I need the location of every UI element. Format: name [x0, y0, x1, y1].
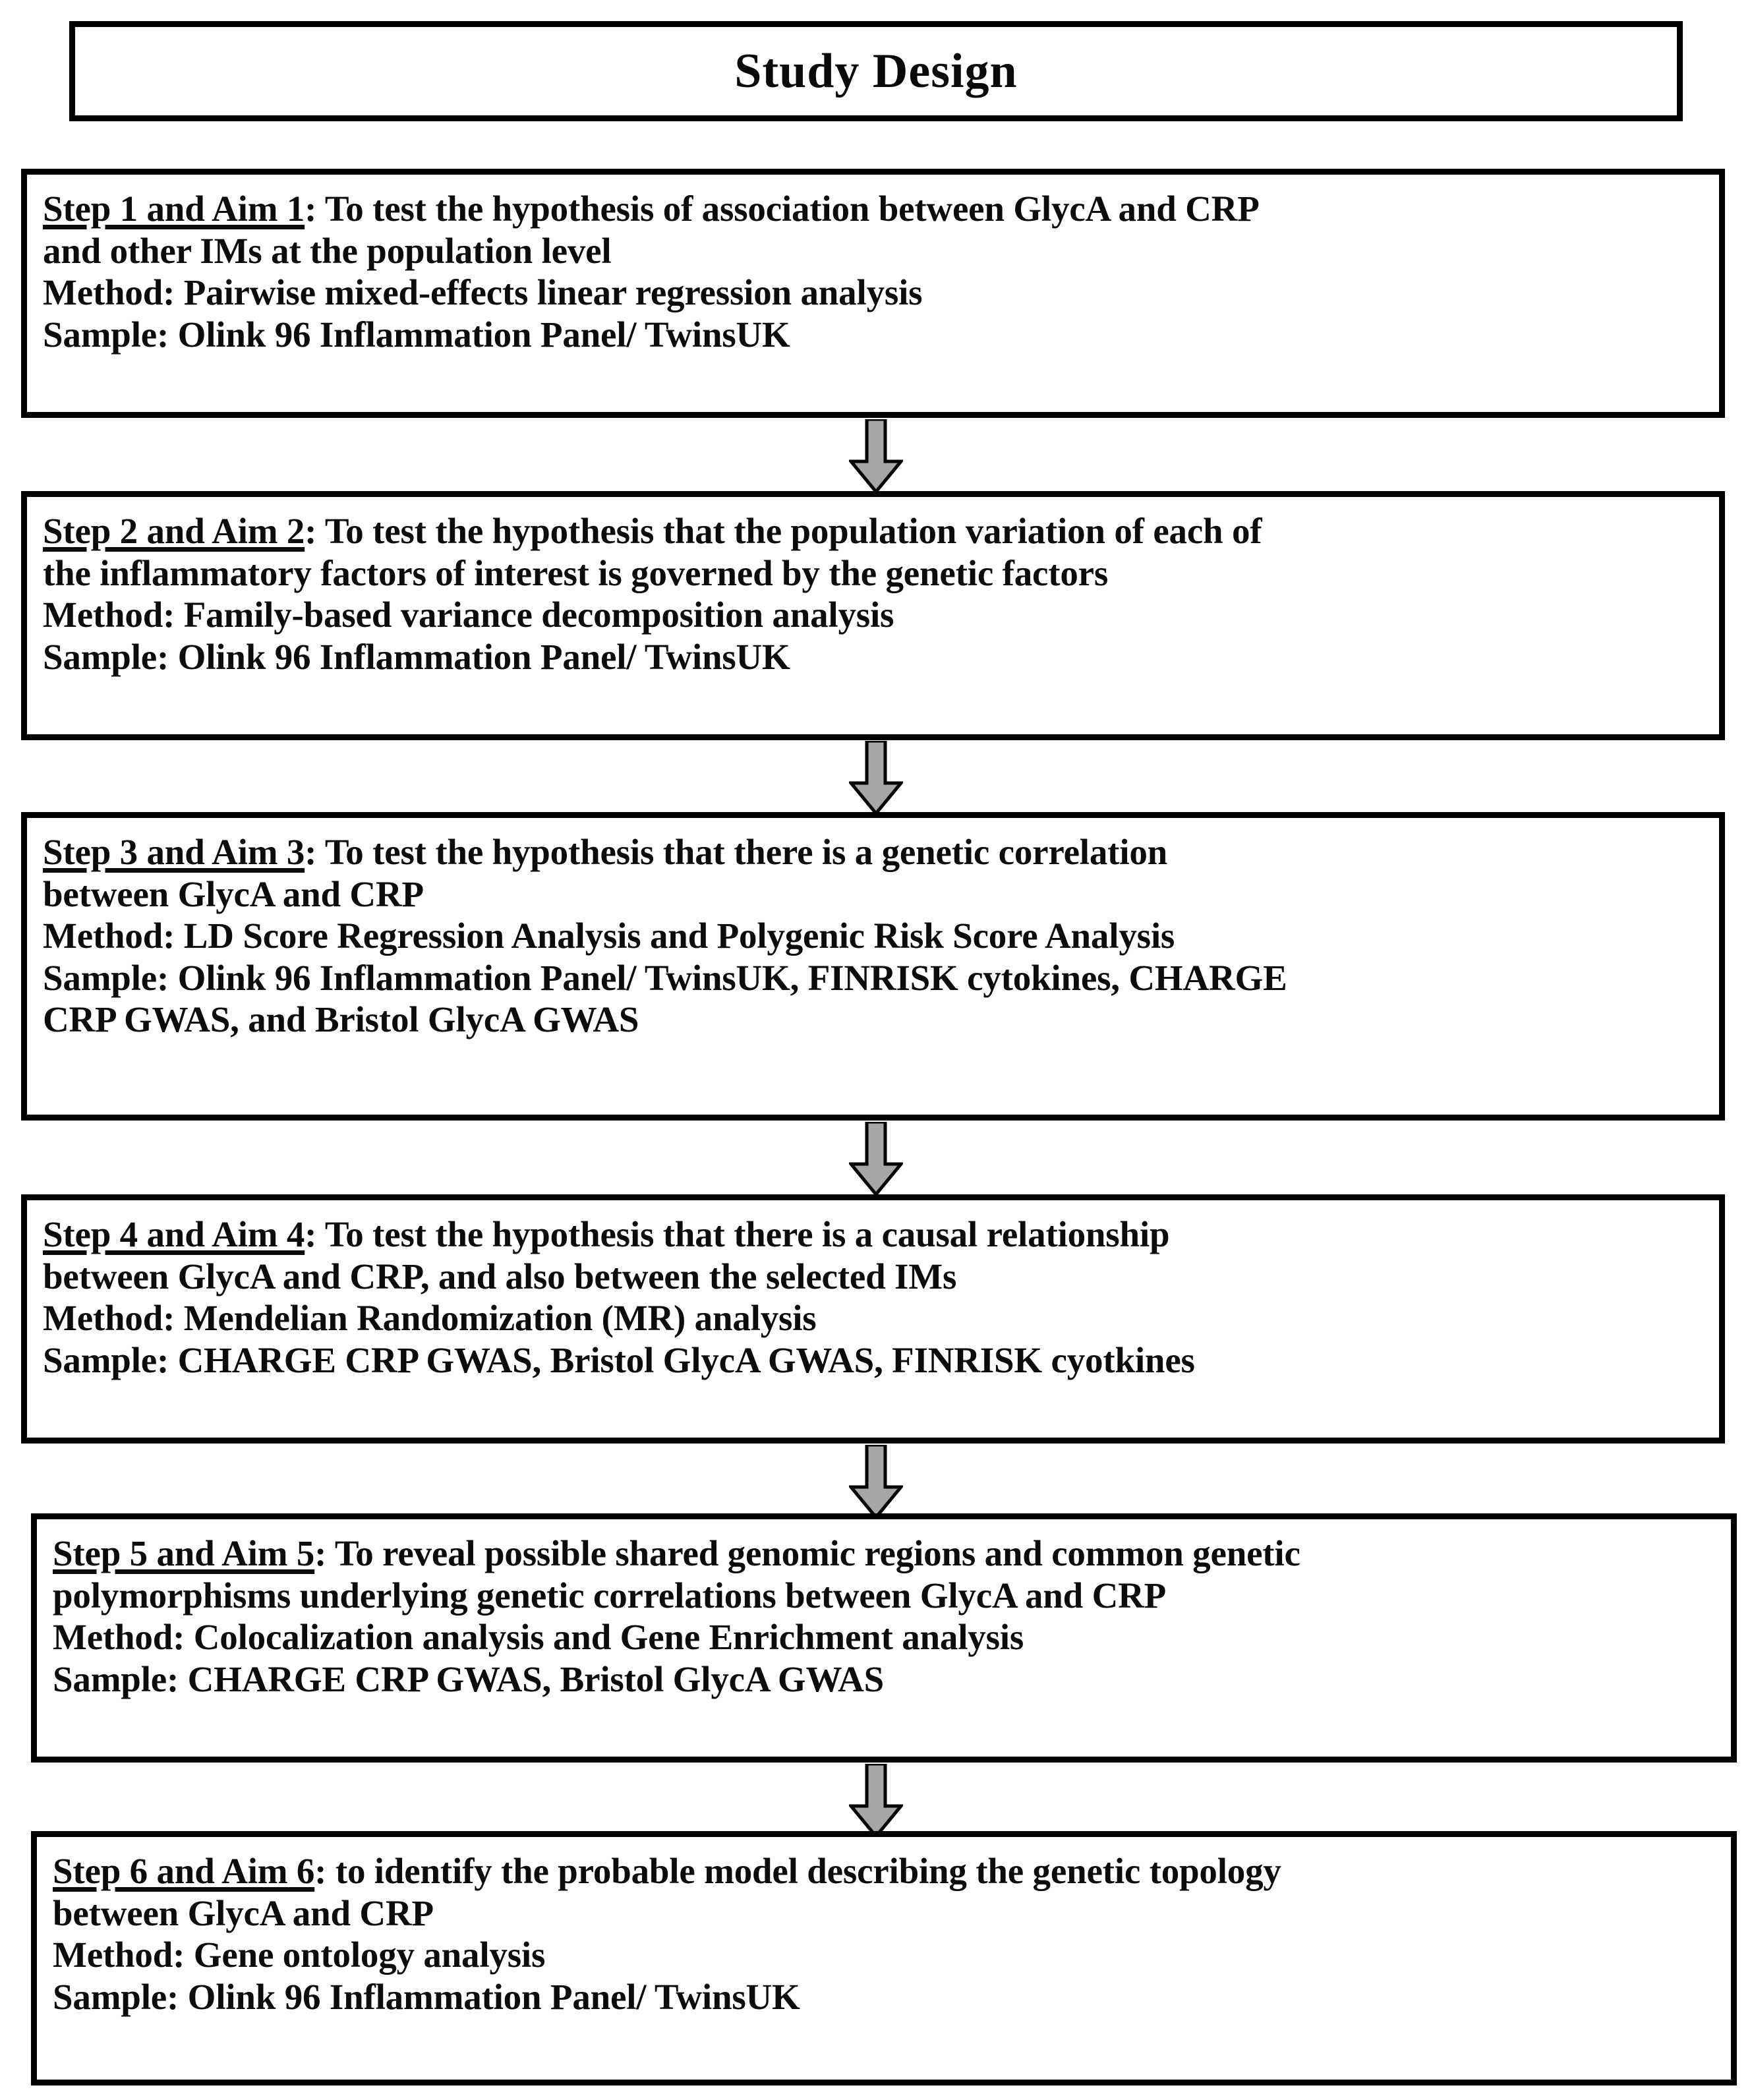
- step-5-line-2: polymorphisms underlying genetic correlations between GlycA and CRP: [53, 1575, 1167, 1616]
- arrow-step-2-to-step-3: [849, 741, 903, 815]
- step-4-line-2: between GlycA and CRP, and also between the selected IMs: [43, 1256, 957, 1297]
- step-2-box: [21, 491, 1725, 740]
- step-6-aim-text: : to identify the probable model describing the genetic topology: [314, 1851, 1281, 1891]
- step-1-heading: Step 1 and Aim 1: [43, 189, 305, 229]
- step-4-heading: Step 4 and Aim 4: [43, 1214, 305, 1254]
- step-6-line-1: [53, 1850, 1715, 1892]
- step-3-line-2: between GlycA and CRP: [43, 873, 424, 914]
- step-1-method: Method: Pairwise mixed-effects linear regression analysis: [43, 272, 923, 313]
- arrow-step-5-to-step-6: [849, 1764, 903, 1838]
- step-1-line-1: [43, 188, 1703, 230]
- step-2-method: Method: Family-based variance decomposition analysis: [43, 595, 894, 635]
- step-6-sample: Sample: Olink 96 Inflammation Panel/ TwinsUK: [53, 1976, 800, 2017]
- step-4-sample: Sample: CHARGE CRP GWAS, Bristol GlycA GWAS, FINRISK cyotkines: [43, 1339, 1195, 1380]
- step-5-line-1: [53, 1532, 1715, 1575]
- down-arrow-icon: [849, 419, 903, 493]
- step-4-aim-text: : To test the hypothesis that there is a causal relationship: [305, 1214, 1170, 1254]
- step-3-sample: Sample: Olink 96 Inflammation Panel/ TwinsUK, FINRISK cytokines, CHARGE: [43, 957, 1287, 998]
- step-3-box: [21, 812, 1725, 1121]
- arrow-step-3-to-step-4: [849, 1122, 903, 1196]
- step-3-heading: Step 3 and Aim 3: [43, 832, 305, 872]
- step-5-heading: Step 5 and Aim 5: [53, 1533, 315, 1573]
- step-3-method: Method: LD Score Regression Analysis and Polygenic Risk Score Analysis: [43, 916, 1175, 956]
- arrow-step-4-to-step-5: [849, 1445, 903, 1519]
- page-title: Study Design: [734, 44, 1018, 98]
- step-6-line-2: between GlycA and CRP: [53, 1892, 434, 1933]
- step-5-sample: Sample: CHARGE CRP GWAS, Bristol GlycA GWAS: [53, 1658, 885, 1699]
- step-1-sample: Sample: Olink 96 Inflammation Panel/ TwinsUK: [43, 314, 790, 355]
- study-design-title-box: [69, 21, 1683, 121]
- step-2-sample: Sample: Olink 96 Inflammation Panel/ TwinsUK: [43, 636, 790, 677]
- step-6-heading: Step 6 and Aim 6: [53, 1851, 315, 1891]
- step-4-line-1: [43, 1213, 1703, 1256]
- step-1-aim-text: : To test the hypothesis of association between GlycA and CRP: [305, 189, 1260, 229]
- step-2-line-1: [43, 510, 1703, 552]
- step-6-method: Method: Gene ontology analysis: [53, 1935, 546, 1975]
- step-2-line-2: the inflammatory factors of interest is governed by the genetic factors: [43, 552, 1109, 593]
- down-arrow-icon: [849, 741, 903, 815]
- step-5-method: Method: Colocalization analysis and Gene Enrichment analysis: [53, 1617, 1024, 1658]
- step-4-method: Method: Mendelian Randomization (MR) analysis: [43, 1298, 817, 1339]
- step-3-aim-text: : To test the hypothesis that there is a genetic correlation: [305, 832, 1168, 872]
- step-3-sample-cont: CRP GWAS, and Bristol GlycA GWAS: [43, 999, 639, 1040]
- step-1-line-2: and other IMs at the population level: [43, 230, 612, 271]
- down-arrow-icon: [849, 1122, 903, 1196]
- arrow-step-1-to-step-2: [849, 419, 903, 493]
- down-arrow-icon: [849, 1764, 903, 1838]
- step-2-aim-text: : To test the hypothesis that the population variation of each of: [305, 511, 1262, 551]
- step-4-box: [21, 1194, 1725, 1444]
- step-3-line-1: [43, 831, 1703, 873]
- step-5-aim-text: : To reveal possible shared genomic regions and common genetic: [314, 1533, 1300, 1573]
- step-1-box: [21, 169, 1725, 418]
- step-5-box: [31, 1513, 1737, 1763]
- step-6-box: [31, 1831, 1737, 2085]
- step-2-heading: Step 2 and Aim 2: [43, 511, 305, 551]
- down-arrow-icon: [849, 1445, 903, 1519]
